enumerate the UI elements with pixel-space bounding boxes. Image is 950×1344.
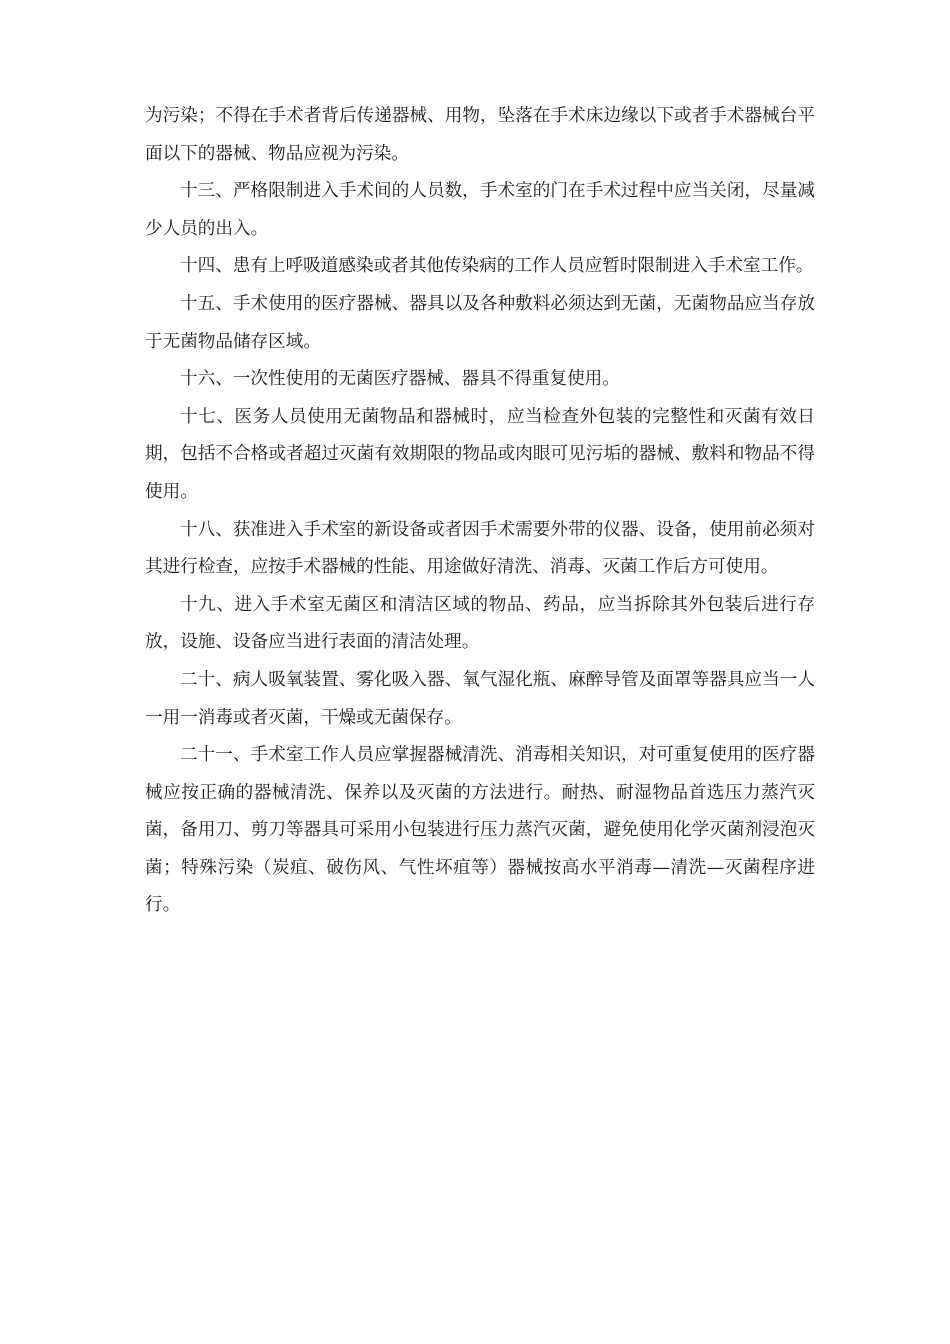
paragraph-item-14: 十四、患有上呼吸道感染或者其他传染病的工作人员应暂时限制进入手术室工作。 xyxy=(180,256,814,277)
paragraph-item-21: 二十一、手术室工作人员应掌握器械清洗、消毒相关知识，对可重复使用的医疗器械应按正确的器械清洗、保养以及灭菌的方法进行。耐热、耐湿物品首选压力蒸汽灭菌，备用刀、剪刀等器具可采用小包装进行压力蒸汽灭菌，避免使用化学灭菌剂浸泡灭菌；特殊污染（炭疽、破伤风、气性坏疽等）器械按高水平消毒—清洗—灭菌程序进行。 xyxy=(145,745,815,916)
paragraph-item-19: 十九、进入手术室无菌区和清洁区域的物品、药品，应当拆除其外包装后进行存放，设施、设备应当进行表面的清洁处理。 xyxy=(145,594,815,653)
paragraph-item-20: 二十、病人吸氧装置、雾化吸入器、氧气湿化瓶、麻醉导管及面罩等器具应当一人一用一消毒或者灭菌，干燥或无菌保存。 xyxy=(145,669,815,728)
paragraph-item-16: 十六、一次性使用的无菌医疗器械、器具不得重复使用。 xyxy=(180,369,620,390)
paragraph-item-18: 十八、获准进入手术室的新设备或者因手术需要外带的仪器、设备，使用前必须对其进行检查，应按手术器械的性能、用途做好清洗、消毒、灭菌工作后方可使用。 xyxy=(145,519,815,578)
document-body xyxy=(145,98,815,925)
paragraph-continuation: 为污染；不得在手术者背后传递器械、用物，坠落在手术床边缘以下或者手术器械台平面以下的器械、物品应视为污染。 xyxy=(145,106,815,164)
paragraph-item-13: 十三、严格限制进入手术间的人员数，手术室的门在手术过程中应当关闭，尽量减少人员的出入。 xyxy=(145,181,815,239)
paragraph-item-15: 十五、手术使用的医疗器械、器具以及各种敷料必须达到无菌，无菌物品应当存放于无菌物品储存区域。 xyxy=(145,293,815,352)
paragraph-item-17: 十七、医务人员使用无菌物品和器械时，应当检查外包装的完整性和灭菌有效日期，包括不合格或者超过灭菌有效期限的物品或肉眼可见污垢的器械、敷料和物品不得使用。 xyxy=(145,406,815,502)
